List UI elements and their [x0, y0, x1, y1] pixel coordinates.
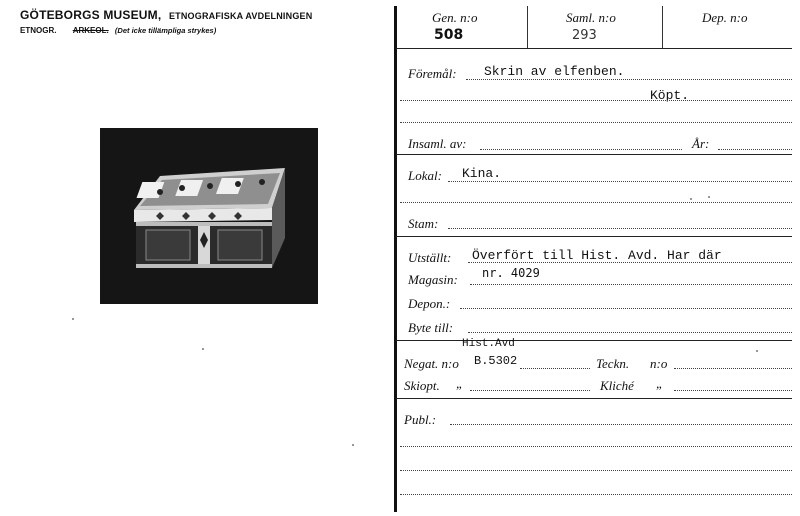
lokal-label: Lokal:	[408, 168, 442, 183]
stam-line	[448, 228, 792, 229]
skiopt-line	[470, 390, 590, 391]
saml-no-value: 293	[572, 28, 597, 43]
card-left-border	[394, 6, 397, 512]
magasin-label: Magasin:	[408, 272, 458, 287]
dep-no-label: Dep. n:o	[702, 10, 748, 25]
museum-header	[20, 8, 312, 22]
foremal-label: Föremål:	[408, 66, 457, 81]
utstallt-value: Överfört till Hist. Avd. Har där	[472, 248, 722, 263]
cell-divider-1	[527, 6, 528, 48]
scan-speck	[756, 350, 758, 352]
kopt-value: Köpt.	[650, 88, 690, 103]
publ-line-2	[400, 446, 792, 447]
utstallt-label: Utställt:	[408, 250, 452, 265]
arkeol-label: ARKEOL.	[72, 26, 109, 35]
section-border-1	[396, 154, 792, 155]
etnogr-label: ETNOGR.	[20, 26, 57, 35]
depon-label: Depon.:	[408, 296, 451, 311]
kliche-line	[674, 390, 792, 391]
publ-line-3	[400, 470, 792, 471]
negat-label: Negat. n:o	[404, 356, 459, 371]
hist-avd-note: Hist.Avd	[462, 338, 515, 350]
top-cells-border	[396, 48, 792, 49]
foremal-line	[466, 79, 792, 80]
casket-illustration	[100, 128, 318, 304]
ar-label: År:	[692, 136, 710, 151]
foremal-line-3	[400, 122, 792, 123]
foremal-value: Skrin av elfenben.	[484, 64, 625, 79]
publ-line-1	[450, 424, 792, 425]
magasin-line	[470, 284, 792, 285]
kliche-ditto: „	[656, 376, 664, 391]
casket-photo	[100, 128, 318, 304]
section-border-2	[396, 236, 792, 237]
lokal-value: Kina.	[462, 166, 502, 181]
scan-speck	[708, 196, 710, 198]
header-subline	[20, 26, 216, 35]
ar-line	[718, 149, 792, 150]
cell-divider-2	[662, 6, 663, 48]
scan-speck	[352, 444, 354, 446]
stam-label: Stam:	[408, 216, 439, 231]
gen-no-label: Gen. n:o	[432, 10, 478, 25]
negat-value: B.5302	[474, 354, 518, 368]
skiopt-label: Skiopt.	[404, 378, 440, 393]
lokal-line-2	[400, 202, 792, 203]
teckn-no-label: n:o	[650, 356, 668, 371]
teckn-label: Teckn.	[596, 356, 630, 371]
skiopt-ditto: „	[456, 376, 464, 391]
depon-line	[460, 308, 792, 309]
magasin-value: nr. 4029	[482, 266, 540, 280]
museum-name: GÖTEBORGS MUSEUM,	[20, 8, 162, 22]
kliche-label: Kliché	[600, 378, 634, 393]
byte-till-line	[468, 332, 792, 333]
utstallt-line	[468, 262, 792, 263]
teckn-line	[674, 368, 792, 369]
negat-line	[520, 368, 590, 369]
saml-no-label: Saml. n:o	[566, 10, 616, 25]
scan-speck	[202, 348, 204, 350]
scan-speck	[690, 198, 692, 200]
gen-no-value: 508	[434, 27, 464, 43]
department-name: ETNOGRAFISKA AVDELNINGEN	[168, 11, 313, 21]
insaml-line	[480, 149, 682, 150]
foremal-line-2	[400, 100, 792, 101]
lokal-line	[448, 181, 792, 182]
header-note: (Det icke tillämpliga strykes)	[114, 26, 217, 35]
insaml-label: Insaml. av:	[408, 136, 467, 151]
section-border-3	[396, 340, 792, 341]
publ-label: Publ.:	[404, 412, 437, 427]
publ-line-4	[400, 494, 792, 495]
scan-speck	[72, 318, 74, 320]
section-border-4	[396, 398, 792, 399]
byte-till-label: Byte till:	[408, 320, 454, 335]
